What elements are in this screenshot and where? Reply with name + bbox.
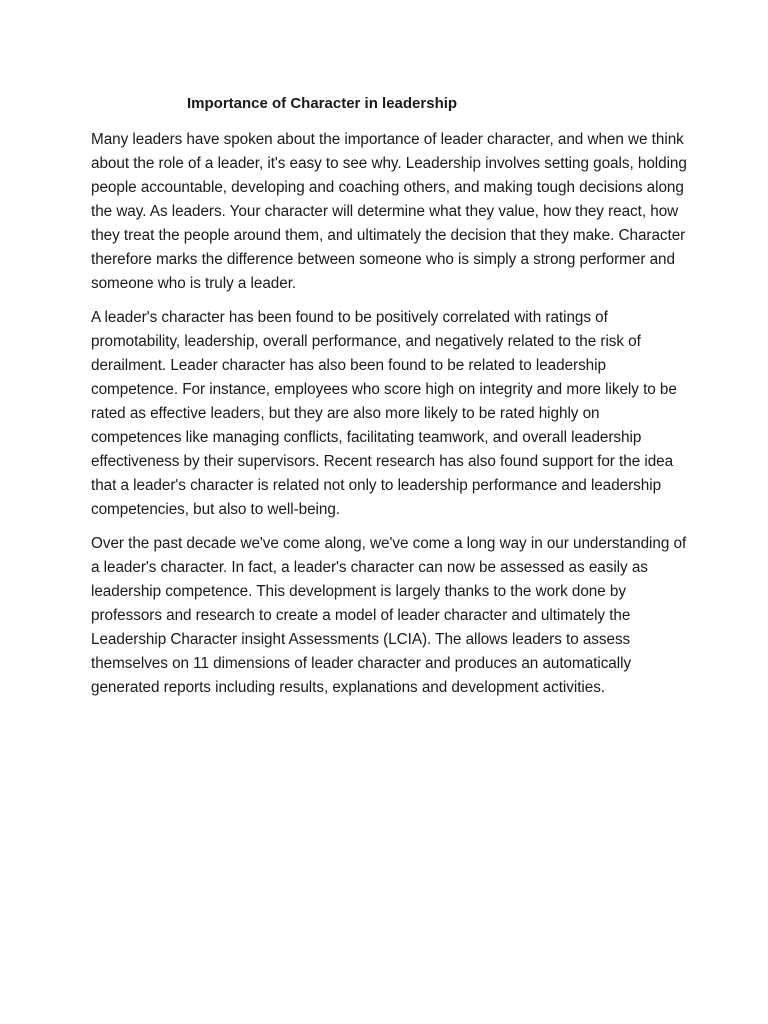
paragraph-character-importance: Many leaders have spoken about the importance of leader character, and when we think about the role of a leader, it's easy to see why. Leadership involves setting goals, holding people accountable, developing and coaching others, and making tough decisions along the way. As leaders. Your character will determine what they value, how they react, how they treat the people around them, and ultimately the decision that they make. Character therefore marks the difference between someone who is simply a strong performer and someone who is truly a leader. [91, 131, 687, 292]
document-body [91, 128, 691, 710]
paragraph-character-assessment: Over the past decade we've come along, we've come a long way in our understanding of a leader's character. In fact, a leader's character can now be assessed as easily as leadership competence. This development is largely thanks to the work done by professors and research to create a model of leader character and ultimately the Leadership Character insight Assessments (LCIA). The allows leaders to assess themselves on 11 dimensions of leader character and produces an automatically generated reports including results, explanations and development activities. [91, 535, 687, 696]
document-title: Importance of Character in leadership [187, 95, 458, 112]
paragraph-character-correlation: A leader's character has been found to be positively correlated with ratings of promotability, leadership, overall performance, and negatively related to the risk of derailment. Leader character has also been found to be related to leadership competence. For instance, employees who score high on integrity and more likely to be rated as effective leaders, but they are also more likely to be rated highly on competences like managing conflicts, facilitating teamwork, and overall leadership effectiveness by their supervisors. Recent research has also found support for the idea that a leader's character is related not only to leadership performance and leadership competencies, but also to well-being. [91, 309, 677, 518]
